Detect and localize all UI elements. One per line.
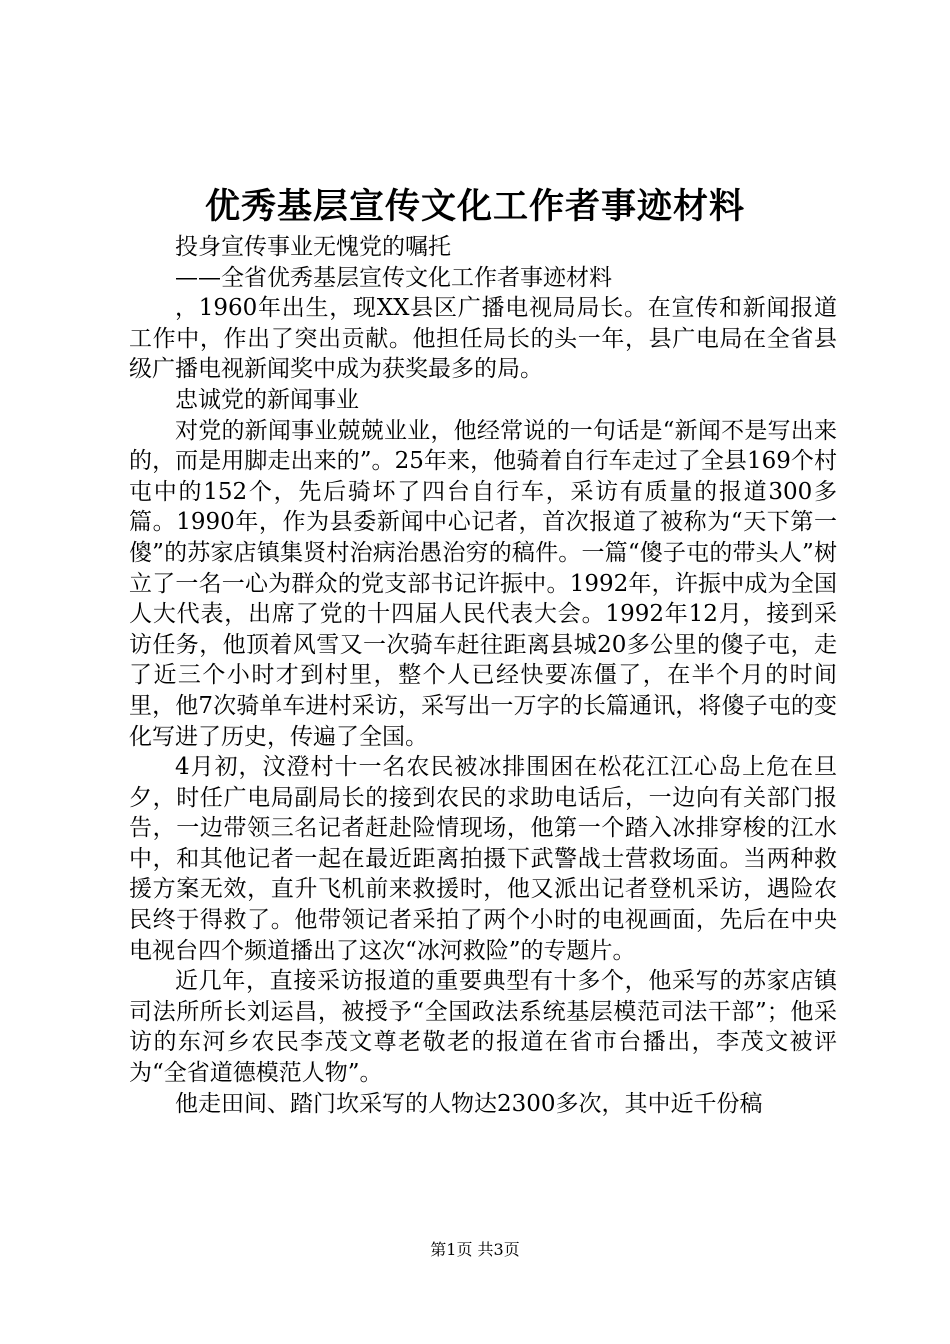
body-paragraph: 4月初，汶澄村十一名农民被冰排围困在松花江江心岛上危在旦夕，时任广电局副局长的接到农民的求助电话后，一边向有关部门报告，一边带领三名记者赶赴险情现场，他第一个踏入冰排穿梭的江水中，和其他记者一起在最近距离拍摄下武警战士营救场面。当两种救援方案无效，直升飞机前来救援时，他又派出记者登机采访，遇险农民终于得救了。他带领记者采拍了两个小时的电视画面，先后在中央电视台四个频道播出了这次“冰河救险”的专题片。: [129, 754, 837, 964]
page-footer: [0, 1240, 950, 1260]
document-subtitle-2: ——全省优秀基层宣传文化工作者事迹材料: [175, 264, 612, 291]
page-number: 第1页 共3页: [430, 1240, 520, 1259]
body-paragraph: ，1960年出生，现XX县区广播电视局局长。在宣传和新闻报道工作中，作出了突出贡献。他担任局长的头一年，县广电局在全省县级广播电视新闻奖中成为获奖最多的局。: [129, 295, 837, 383]
document-body: [129, 232, 837, 1119]
section-heading: 忠诚党的新闻事业: [175, 386, 359, 413]
document-subtitle: 投身宣传事业无愧党的嘱托: [175, 234, 451, 260]
body-paragraph: 近几年，直接采访报道的重要典型有十多个，他采写的苏家店镇司法所所长刘运昌，被授予“全国政法系统基层模范司法干部”；他采访的东河乡农民李茂文尊老敬老的报道在省市台播出，李茂文被评为“全省道德模范人物”。: [129, 968, 837, 1087]
body-paragraph: 对党的新闻事业兢兢业业，他经常说的一句话是“新闻不是写出来的，而是用脚走出来的”。25年来，他骑着自行车走过了全县169个村屯中的152个，先后骑坏了四台自行车，采访有质量的报道300多篇。1990年，作为县委新闻中心记者，首次报道了被称为“天下第一傻”的苏家店镇集贤村治病治愚治穷的稿件。一篇“傻子屯的带头人”树立了一名一心为群众的党支部书记许振中。1992年，许振中成为全国人大代表，出席了党的十四届人民代表大会。1992年12月，接到采访任务，他顶着风雪又一次骑车赶往距离县城20多公里的傻子屯，走了近三个小时才到村里，整个人已经快要冻僵了，在半个月的时间里，他7次骑单车进村采访，采写出一万字的长篇通讯，将傻子屯的变化写进了历史，传遍了全国。: [129, 417, 837, 750]
document-title: 优秀基层宣传文化工作者事迹材料: [204, 186, 745, 227]
body-paragraph: 他走田间、踏门坎采写的人物达2300多次，其中近千份稿: [175, 1090, 763, 1117]
